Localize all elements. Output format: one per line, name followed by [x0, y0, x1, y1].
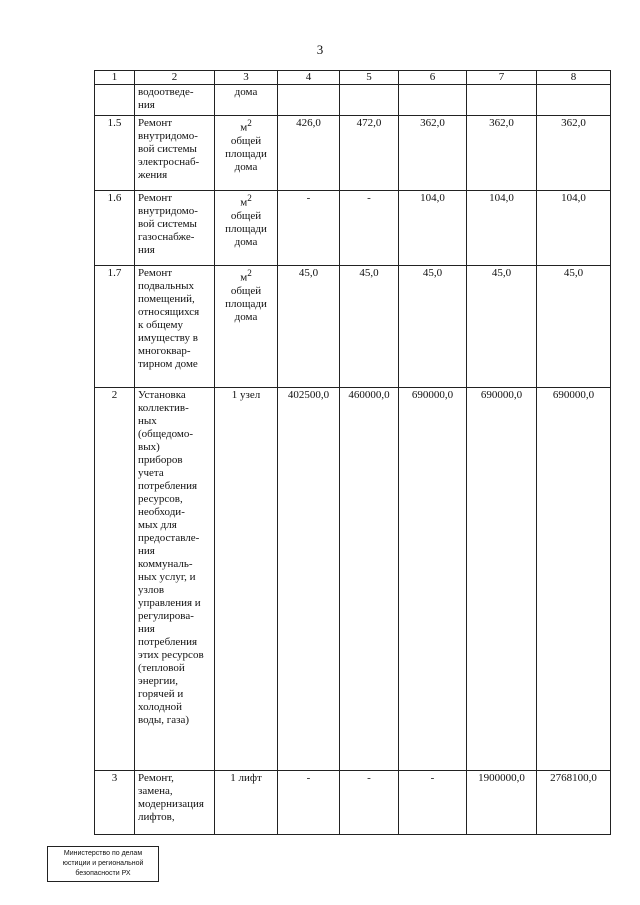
value-cell: 460000,0: [340, 388, 399, 771]
unit-superscript: 2: [247, 118, 252, 128]
value-cell: 45,0: [467, 266, 537, 388]
work-name: Установка коллектив- ных (общедомо- вых) приборов учета потребления ресурсов, необходи- мых для предоставле- ния коммуналь- ных услуг, и узлов управления и регулирова- ния потребления этих ресурсов (тепловой энергии, горячей и холодной воды, газа): [135, 388, 215, 771]
value-cell: 104,0: [537, 191, 611, 266]
value-cell: [399, 85, 467, 116]
work-name: водоотведе- ния: [135, 85, 215, 116]
table-row: [95, 266, 611, 388]
stamp-line: юстиции и региональной: [62, 860, 144, 867]
header-cell: 4: [278, 71, 340, 85]
row-number: [95, 85, 135, 116]
value-cell: [537, 85, 611, 116]
unit-cell: [215, 191, 278, 266]
header-cell: 1: [95, 71, 135, 85]
row-number: 1.5: [95, 116, 135, 191]
row-number: 2: [95, 388, 135, 771]
ministry-stamp: [47, 846, 159, 882]
unit-superscript: 2: [247, 268, 252, 278]
header-row: [95, 71, 611, 85]
value-cell: 104,0: [467, 191, 537, 266]
value-cell: 104,0: [399, 191, 467, 266]
unit-cell: [215, 771, 278, 835]
unit-text: 1 узел: [231, 389, 261, 401]
value-cell: 362,0: [467, 116, 537, 191]
unit-text: 1 лифт: [230, 772, 262, 784]
unit-text: м: [240, 196, 248, 209]
value-cell: 1900000,0: [467, 771, 537, 835]
header-cell: 8: [537, 71, 611, 85]
value-cell: 690000,0: [537, 388, 611, 771]
value-cell: -: [340, 191, 399, 266]
unit-description: общей площади дома: [225, 284, 267, 323]
value-cell: [467, 85, 537, 116]
value-cell: [278, 85, 340, 116]
unit-description: общей площади дома: [225, 134, 267, 173]
page-number: 3: [316, 42, 324, 57]
value-cell: 472,0: [340, 116, 399, 191]
unit-superscript: 2: [247, 193, 252, 203]
unit-description: общей площади дома: [225, 209, 267, 248]
header-cell: 2: [135, 71, 215, 85]
row-number: 3: [95, 771, 135, 835]
value-cell: -: [278, 771, 340, 835]
value-cell: -: [340, 771, 399, 835]
header-cell: 5: [340, 71, 399, 85]
unit-text: м: [240, 271, 248, 284]
data-table: [94, 70, 611, 835]
stamp-line: Министерство по делам: [63, 850, 143, 857]
row-number: 1.6: [95, 191, 135, 266]
unit-cell: [215, 388, 278, 771]
unit-text: дома: [234, 86, 258, 98]
table-row: [95, 388, 611, 771]
value-cell: 2768100,0: [537, 771, 611, 835]
value-cell: 45,0: [278, 266, 340, 388]
value-cell: [340, 85, 399, 116]
unit-cell: [215, 116, 278, 191]
value-cell: 45,0: [399, 266, 467, 388]
table-row: [95, 191, 611, 266]
value-cell: 690000,0: [399, 388, 467, 771]
work-name: Ремонт подвальных помещений, относящихся к общему имуществу в многоквар- тирном доме: [135, 266, 215, 388]
value-cell: -: [399, 771, 467, 835]
work-name: Ремонт внутридомо- вой системы электроснаб- жения: [135, 116, 215, 191]
value-cell: 45,0: [340, 266, 399, 388]
table-row: [95, 116, 611, 191]
header-cell: 7: [467, 71, 537, 85]
work-name: Ремонт внутридомо- вой системы газоснабже- ния: [135, 191, 215, 266]
unit-cell: [215, 85, 278, 116]
row-number: 1.7: [95, 266, 135, 388]
table-row: [95, 85, 611, 116]
stamp-line: безопасности РХ: [75, 870, 131, 877]
unit-text: м: [240, 121, 248, 134]
header-cell: 3: [215, 71, 278, 85]
unit-cell: [215, 266, 278, 388]
value-cell: 45,0: [537, 266, 611, 388]
work-name: Ремонт, замена, модернизация лифтов,: [135, 771, 215, 835]
header-cell: 6: [399, 71, 467, 85]
value-cell: 402500,0: [278, 388, 340, 771]
value-cell: 426,0: [278, 116, 340, 191]
value-cell: -: [278, 191, 340, 266]
value-cell: 690000,0: [467, 388, 537, 771]
value-cell: 362,0: [399, 116, 467, 191]
value-cell: 362,0: [537, 116, 611, 191]
table-row: [95, 771, 611, 835]
